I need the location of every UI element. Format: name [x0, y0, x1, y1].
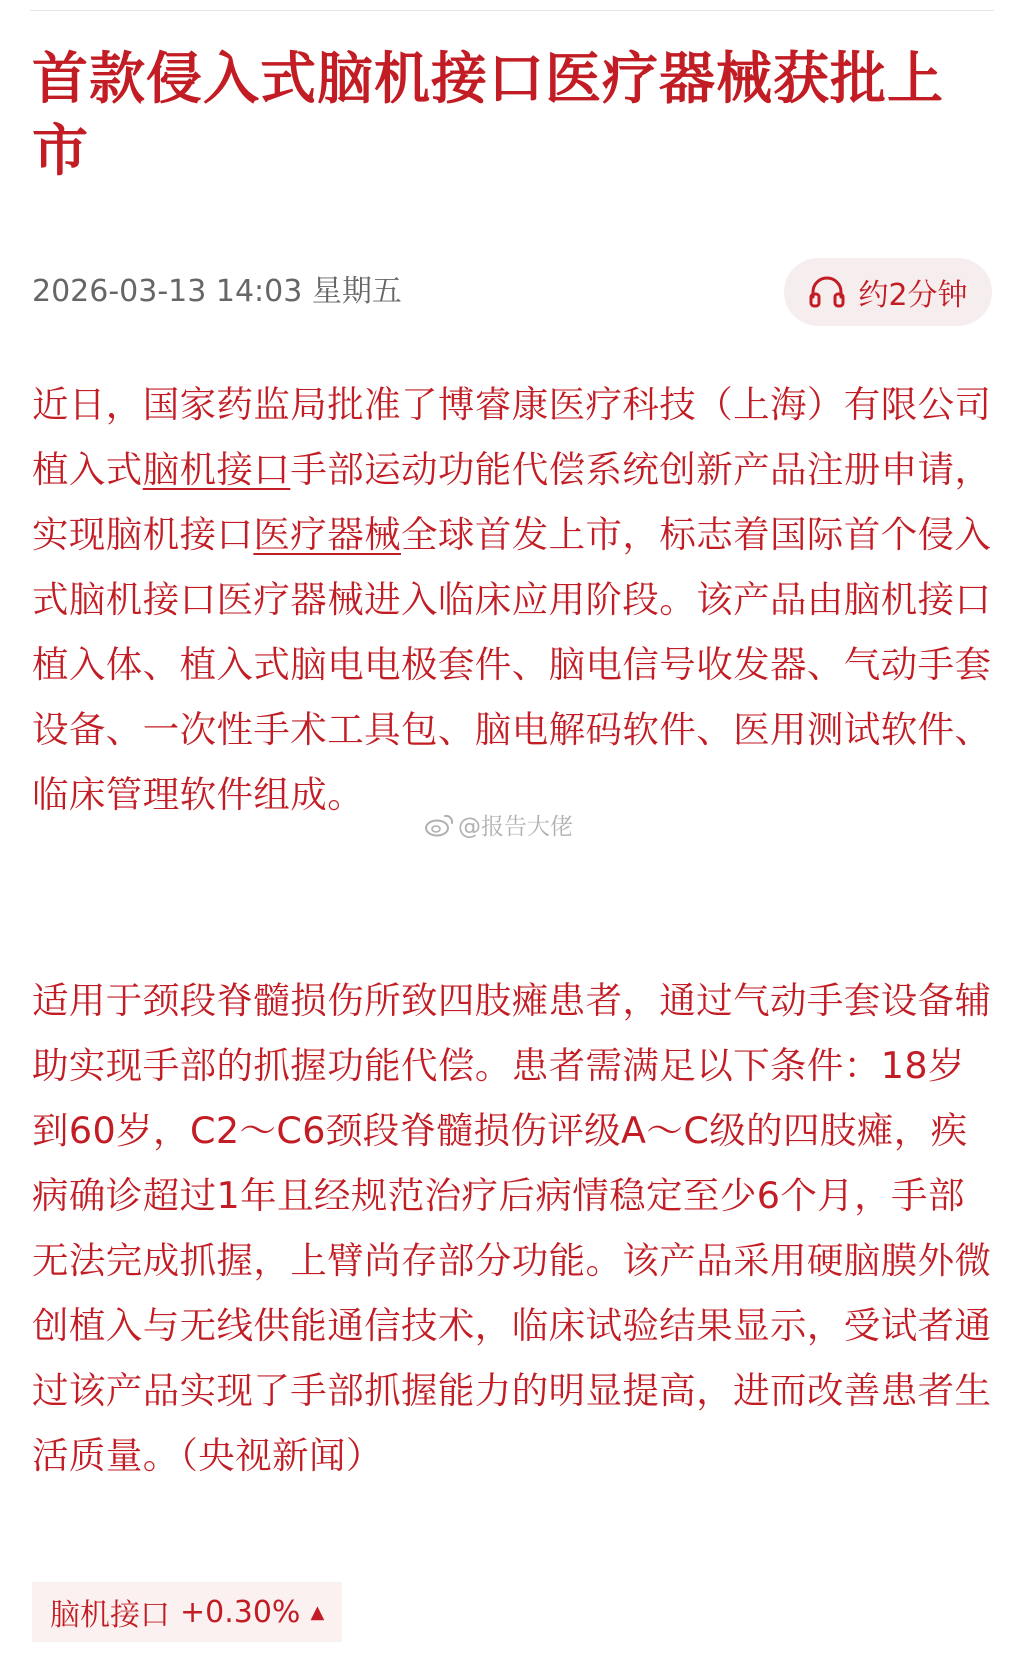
watermark [424, 808, 573, 841]
paragraph-1-text-b: 手部运动功能代偿系统创新产品注册申请，实现脑机接口 [32, 448, 992, 556]
listen-button[interactable] [784, 258, 992, 326]
article-title: 首款侵入式脑机接口医疗器械获批上市 [32, 47, 944, 184]
watermark-text: @报告大佬 [458, 814, 573, 840]
stock-tag-name: 脑机接口 [50, 1598, 170, 1633]
article-paragraph-2: 适用于颈段脊髓损伤所致四肢瘫患者，通过气动手套设备辅助实现手部的抓握功能代偿。患者需满足以下条件：18岁到60岁，C2～C6颈段脊髓损伤评级A～C级的四肢瘫，疾病确诊超过1年且经规范治疗后病情稳定至少6个月，手部无法完成抓握，上臂尚存部分功能。该产品采用硬脑膜外微创植入与无线供能通信技术，临床试验结果显示，受试者通过该产品实现了手部抓握能力的明显提高，进而改善患者生活质量。（央视新闻） [32, 979, 992, 1477]
paragraph-1-text-a: 近日，国家药监局批准了博睿康医疗科技（上海）有限公司植入式 [32, 383, 992, 491]
article-meta [32, 252, 992, 332]
paragraph-1-text-c: 全球首发上市，标志着国际首个侵入式脑机接口医疗器械进入临床应用阶段。该产品由脑机接口植入体、植入式脑电电极套件、脑电信号收发器、气动手套设备、一次性手术工具包、脑电解码软件、医用测试软件、临床管理软件组成。 [32, 513, 992, 816]
stock-tag-change: +0.30% [180, 1594, 301, 1630]
publish-date: 2026-03-13 14:03 星期五 [32, 274, 402, 309]
article-paragraph-1 [32, 372, 992, 827]
link-medical-device[interactable]: 医疗器械 [253, 513, 402, 556]
headphones-icon [808, 275, 846, 309]
stock-tag[interactable] [32, 1582, 342, 1642]
arrow-up-icon: ▲ [310, 1601, 325, 1623]
listen-duration: 约2分钟 [858, 278, 968, 313]
link-brain-computer-interface[interactable]: 脑机接口 [142, 448, 291, 491]
top-divider [30, 10, 994, 11]
weibo-icon [424, 813, 454, 837]
